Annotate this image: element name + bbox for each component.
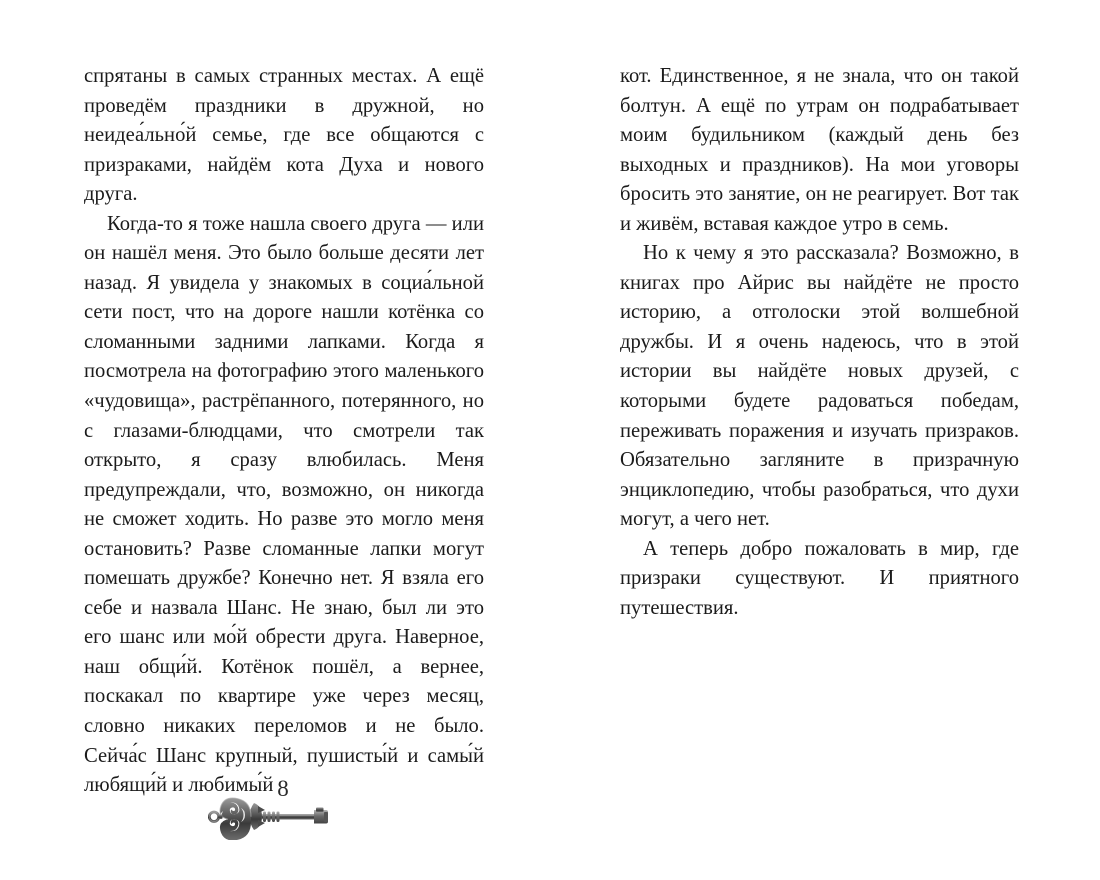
paragraph: А теперь добро пожаловать в мир, где призраки существуют. И приятного путешествия. (620, 537, 1019, 619)
paragraph: кот. Единственное, я не знала, что он такой болтун. А ещё по утрам он подрабатывает моим будильником (каждый день без выходных и праздников). На мои уговоры бросить это занятие, он не реагирует. Вот так и живём, вставая каждое утро в семь. (620, 65, 1019, 235)
paragraph: спрятаны в самых странных местах. А ещё проведём праздники в дружной, но неидеа́льно́й семье, где все общаются с призраками, найдём кота Духа и нового друга. (84, 65, 484, 206)
paragraph: Когда-то я тоже нашла своего друга — или он нашёл меня. Это было больше десяти лет назад. Я увидела у знакомых в социа́льной сети пост, что на дороге нашли котёнка со сломанными задними лапками. Когда я посмотрела на фотографию этого маленького «чудовища», растрёпанного, потерянного, но с глазами-блюдцами, что смотрели так открыто, я сразу влюбилась. Меня предупреждали, что, возможно, он никогда не сможет ходить. Но разве это могло меня остановить? Разве сломанные лапки могут помешать дружбе? Конечно нет. Я взяла его себе и назвала Шанс. Не знаю, был ли это его шанс или мо́й обрести друга. Наверное, наш общи́й. Котёнок пошёл, а вернее, поскакал по квартире уже через месяц, словно никаких переломов и не было. Сейча́с Шанс крупный, пушисты́й и самы́й любящи́й и любимы́й (84, 212, 484, 797)
text-column-right (620, 62, 1019, 623)
antique-key-icon (208, 794, 333, 840)
text-column-left (84, 62, 484, 801)
paragraph: Но к чему я это рассказала? Возможно, в книгах про Айрис вы найдёте не просто историю, а отголоски этой волшебной дружбы. И я очень надеюсь, что в этой истории вы найдёте новых друзей, с которыми будете радоваться победам, переживать поражения и изучать призраков. Обязательно загляните в призрачную энциклопедию, чтобы разобраться, что духи могут, а чего нет. (620, 242, 1019, 531)
folio-block (200, 778, 350, 848)
page-number: 8 (277, 776, 289, 801)
